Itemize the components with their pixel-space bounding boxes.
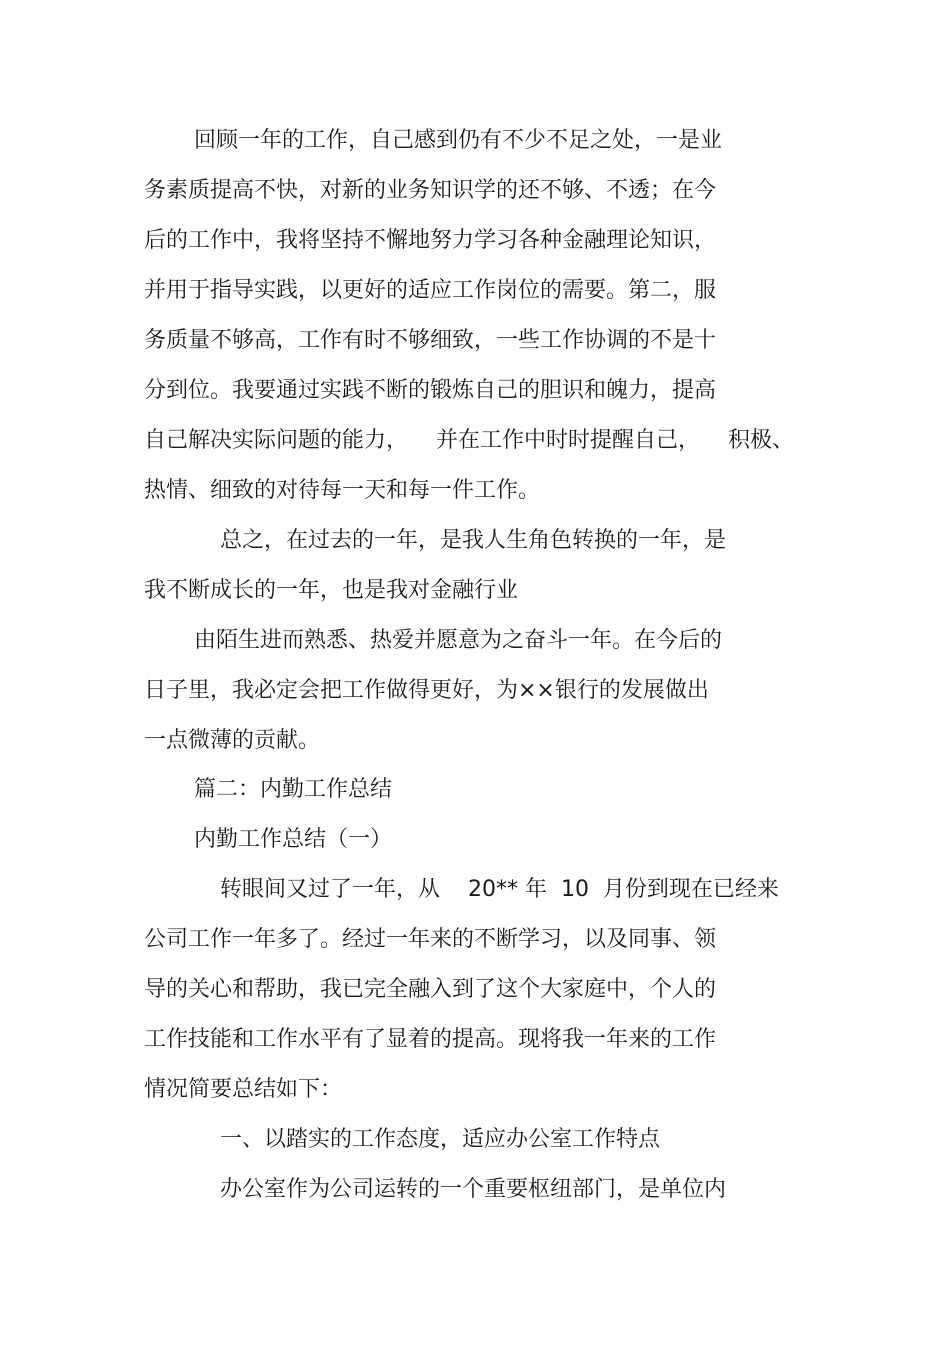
- subsection-heading: 内勤工作总结（一）: [194, 827, 393, 852]
- text-line-5: 务质量不够高，工作有时不够细致，一些工作协调的不是十: [144, 328, 717, 353]
- text-line-11: 由陌生进而熟悉、热爱并愿意为之奋斗一年。在今后的: [194, 628, 723, 653]
- text-line-22: 办公室作为公司运转的一个重要枢纽部门，是单位内: [220, 1177, 727, 1202]
- text-line-20: 情况简要总结如下：: [144, 1077, 343, 1102]
- text-line-17: 公司工作一年多了。经过一年来的不断学习，以及同事、领: [144, 927, 717, 952]
- text-line-18: 导的关心和帮助，我已完全融入到了这个大家庭中，个人的: [144, 977, 717, 1002]
- text-line-4: 并用于指导实践，以更好的适应工作岗位的需要。第二，服: [144, 278, 717, 303]
- text-line-2: 务素质提高不快，对新的业务知识学的还不够、不透；在今: [144, 178, 717, 203]
- text-line-7: 自己解决实际问题的能力， 并在工作中时时提醒自己， 积极、: [144, 428, 794, 453]
- text-line-16: 转眼间又过了一年，从 20** 年 10 月份到现在已经来: [220, 877, 779, 902]
- text-line-6: 分到位。我要通过实践不断的锻炼自己的胆识和魄力，提高: [144, 378, 717, 403]
- text-line-12: 日子里，我必定会把工作做得更好，为××银行的发展做出: [144, 678, 709, 703]
- text-line-9: 总之，在过去的一年，是我人生角色转换的一年，是: [220, 528, 727, 553]
- text-line-8: 热情、细致的对待每一天和每一件工作。: [144, 478, 541, 503]
- text-line-13: 一点微薄的贡献。: [144, 728, 321, 753]
- text-line-1: 回顾一年的工作，自己感到仍有不少不足之处，一是业: [194, 128, 723, 153]
- text-line-10: 我不断成长的一年，也是我对金融行业: [144, 578, 519, 603]
- text-line-3: 后的工作中，我将坚持不懈地努力学习各种金融理论知识，: [144, 228, 717, 253]
- section-heading: 篇二：内勤工作总结: [194, 777, 393, 802]
- list-heading-1: 一、以踏实的工作态度，适应办公室工作特点: [220, 1127, 661, 1152]
- text-line-19: 工作技能和工作水平有了显着的提高。现将我一年来的工作: [144, 1027, 717, 1052]
